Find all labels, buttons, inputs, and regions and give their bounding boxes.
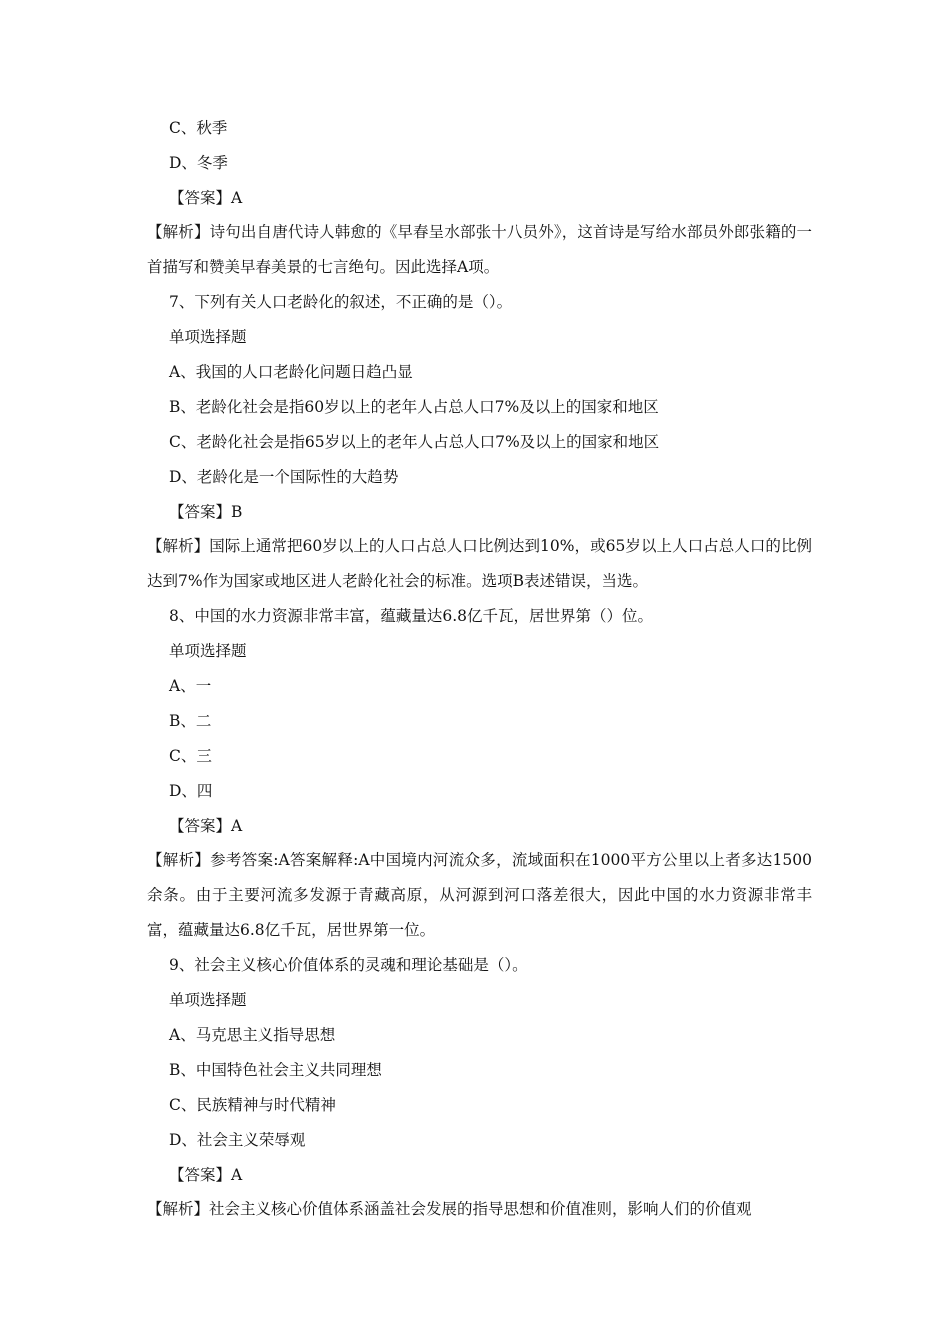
q8-option-a: A、一 [169, 677, 212, 696]
q9-option-d: D、社会主义荣辱观 [169, 1130, 306, 1149]
q9-answer: 【答案】A [169, 1165, 243, 1184]
q7-analysis: 【解析】国际上通常把60岁以上的人口占总人口比例达到10%，或65岁以上人口占总人口的比例达到7%作为国家或地区进人老龄化社会的标准。选项B表述错误，当选。 [147, 537, 812, 591]
q7-type: 单项选择题 [169, 328, 247, 347]
q9-question: 9、社会主义核心价值体系的灵魂和理论基础是（）。 [169, 956, 528, 975]
q8-option-d: D、四 [169, 781, 213, 800]
q7-answer: 【答案】B [169, 502, 243, 521]
q8-option-c: C、三 [169, 746, 212, 765]
q8-option-b: B、二 [169, 711, 212, 730]
q6-option-d: D、冬季 [169, 153, 228, 172]
q7-option-b: B、老龄化社会是指60岁以上的老年人占总人口7%及以上的国家和地区 [169, 398, 659, 417]
q9-type: 单项选择题 [169, 991, 247, 1010]
q7-option-d: D、老龄化是一个国际性的大趋势 [169, 467, 399, 486]
q6-option-c: C、秋季 [169, 119, 228, 137]
q9-option-b: B、中国特色社会主义共同理想 [169, 1060, 382, 1079]
q8-question: 8、中国的水力资源非常丰富，蕴藏量达6.8亿千瓦，居世界第（）位。 [169, 607, 654, 626]
q7-option-a: A、我国的人口老龄化问题日趋凸显 [169, 363, 413, 382]
q7-option-c: C、老龄化社会是指65岁以上的老年人占总人口7%及以上的国家和地区 [169, 432, 660, 451]
q8-answer: 【答案】A [169, 816, 243, 835]
document-content [147, 116, 812, 1232]
q8-type: 单项选择题 [169, 642, 247, 661]
q9-option-c: C、民族精神与时代精神 [169, 1095, 336, 1114]
q8-analysis: 【解析】参考答案:A答案解释:A中国境内河流众多，流域面积在1000平方公里以上者多达1500余条。由于主要河流多发源于青藏高原，从河源到河口落差很大，因此中国的水力资源非常丰富，蕴藏量达6.8亿千瓦，居世界第一位。 [147, 851, 812, 939]
q6-analysis: 【解析】诗句出自唐代诗人韩愈的《早春呈水部张十八员外》，这首诗是写给水部员外郎张籍的一首描写和赞美早春美景的七言绝句。因此选择A项。 [147, 223, 812, 277]
q9-analysis: 【解析】社会主义核心价值体系涵盖社会发展的指导思想和价值准则，影响人们的价值观 [147, 1199, 752, 1218]
q7-question: 7、下列有关人口老龄化的叙述，不正确的是（）。 [169, 293, 513, 312]
q9-option-a: A、马克思主义指导思想 [169, 1025, 336, 1044]
q6-answer: 【答案】A [169, 188, 243, 207]
